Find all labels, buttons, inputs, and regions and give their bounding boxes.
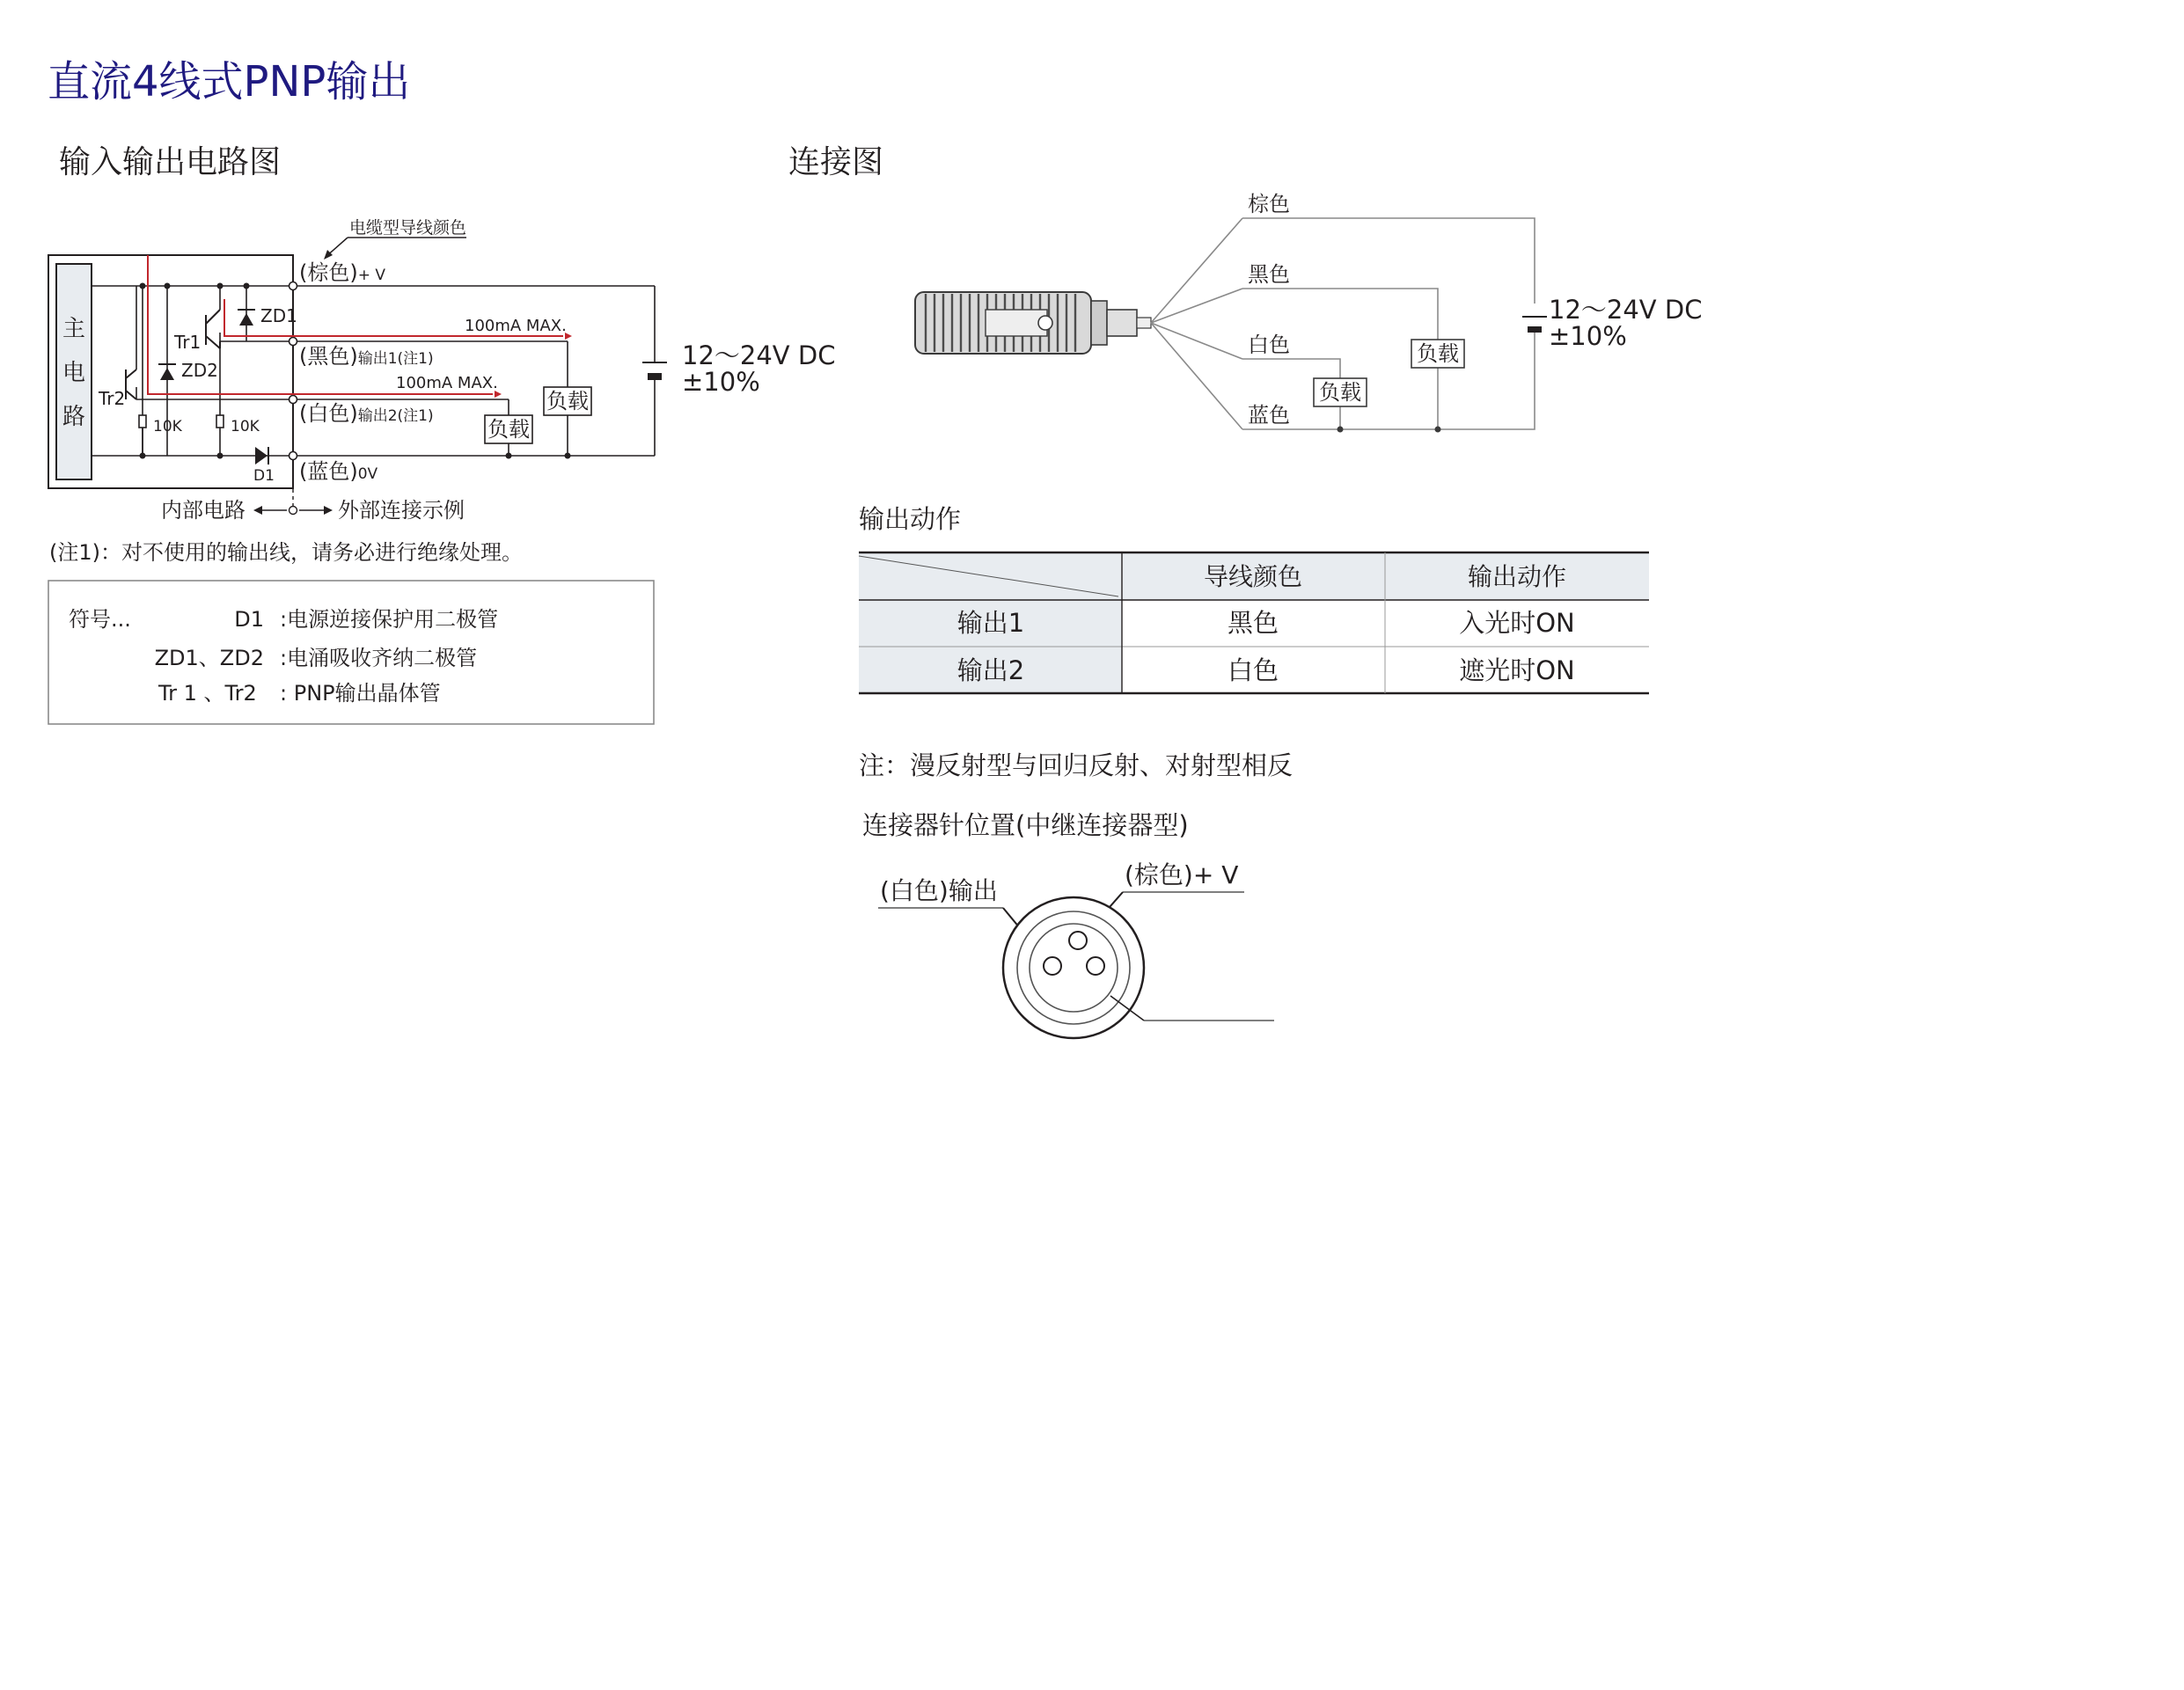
circuit-heading: 输入输出电路图 [59, 144, 282, 180]
conn-black-label: 黑色 [1248, 262, 1290, 287]
conn-blue-label: 蓝色 [1248, 403, 1290, 428]
table-row-2-label: 输出2 [956, 655, 1025, 685]
conn-power-supply [1522, 317, 1547, 333]
table-row-1-action: 入光时ON [1459, 608, 1575, 638]
conn-supply-tolerance: ±10% [1549, 321, 1627, 351]
boundary-terminal [289, 507, 297, 515]
sensor-body-illustration [915, 292, 1151, 354]
wire-blue-label: (蓝色)0V [299, 459, 378, 484]
load-label-2: 负载 [487, 417, 530, 442]
table-header-color: 导线颜色 [1203, 562, 1303, 591]
table-row-1-color: 黑色 [1227, 608, 1279, 638]
conn-white-label: 白色 [1248, 333, 1290, 357]
symbol-lead: 符号... [69, 607, 131, 632]
wire-brown-label: (棕色)+ V [299, 260, 386, 285]
circuit-supply-tolerance: ±10% [682, 367, 760, 397]
connector-pin-top [1069, 932, 1087, 949]
max-label-2: 100mA MAX. [396, 374, 498, 392]
resistor-1-label: 10K [153, 418, 182, 435]
conn-brown-label: 棕色 [1248, 192, 1290, 216]
external-arrowhead [324, 506, 333, 515]
unused-output-note: (注1)：对不使用的输出线，请务必进行绝缘处理。 [49, 540, 523, 565]
symbol-row-1-sym: D1 [234, 607, 264, 632]
output-action-heading: 输出动作 [859, 504, 962, 534]
internal-arrowhead [253, 506, 262, 515]
wire-black-label: (黑色)输出1(注1) [299, 344, 434, 369]
symbol-row-2-desc: :电涌吸收齐纳二极管 [280, 646, 478, 670]
output-action-section [859, 504, 1649, 693]
main-circuit-char-3: 路 [62, 404, 86, 430]
resistor-2 [216, 415, 224, 428]
main-circuit-char-1: 主 [62, 316, 86, 342]
load-label-1: 负载 [546, 389, 589, 413]
zd2-label: ZD2 [181, 360, 218, 381]
symbol-legend [48, 581, 654, 724]
circuit-power-supply [642, 362, 667, 380]
connection-diagram [788, 144, 1702, 433]
symbol-row-3-sym: Tr 1 、Tr2 [158, 681, 257, 706]
circuit-diagram [48, 144, 835, 565]
conn-load-white-label: 负载 [1319, 380, 1361, 405]
wire-white-label: (白色)输出2(注1) [299, 401, 434, 426]
table-header-action: 输出动作 [1467, 562, 1567, 591]
external-example-label: 外部连接示例 [338, 498, 465, 523]
d1-diode [255, 447, 268, 465]
zd1-label: ZD1 [260, 305, 297, 326]
conn-load-black-label: 负载 [1417, 341, 1459, 366]
table-row-2-color: 白色 [1227, 655, 1279, 685]
connection-heading: 连接图 [788, 144, 884, 180]
max-label-1: 100mA MAX. [465, 317, 567, 335]
conn-supply-voltage: 12～24V DC [1549, 295, 1703, 325]
connector-pin-section [862, 810, 1274, 1038]
symbol-row-2-sym: ZD1、ZD2 [154, 646, 264, 670]
symbol-row-3-desc: : PNP输出晶体管 [280, 681, 441, 706]
connector-heading: 连接器针位置(中继连接器型) [862, 810, 1189, 840]
connector-pin-right [1087, 957, 1104, 975]
tr2-transistor [126, 369, 136, 399]
table-row-2-action: 遮光时ON [1459, 655, 1575, 685]
tr2-label: Tr2 [99, 388, 126, 409]
tr1-transistor [206, 310, 220, 348]
circuit-supply-voltage: 12～24V DC [682, 340, 836, 370]
symbol-row-1-desc: :电源逆接保护用二极管 [280, 607, 499, 632]
d1-label: D1 [253, 467, 275, 485]
internal-circuit-label: 内部电路 [161, 498, 246, 523]
page-title: 直流4线式PNP输出 [48, 57, 411, 106]
connector-white-output-label: (白色)输出 [880, 876, 998, 905]
table-row-1-label: 输出1 [956, 608, 1025, 638]
connector-brown-v-label: (棕色)+ V [1125, 860, 1239, 889]
resistor-2-label: 10K [231, 418, 260, 435]
mode-note: 注：漫反射型与回归反射、对射型相反 [859, 750, 1294, 780]
tr1-label: Tr1 [174, 332, 202, 353]
cable-color-note: 电缆型导线颜色 [349, 218, 467, 238]
main-circuit-char-2: 电 [62, 360, 86, 386]
resistor-1 [139, 415, 146, 428]
connector-pin-left [1044, 957, 1061, 975]
